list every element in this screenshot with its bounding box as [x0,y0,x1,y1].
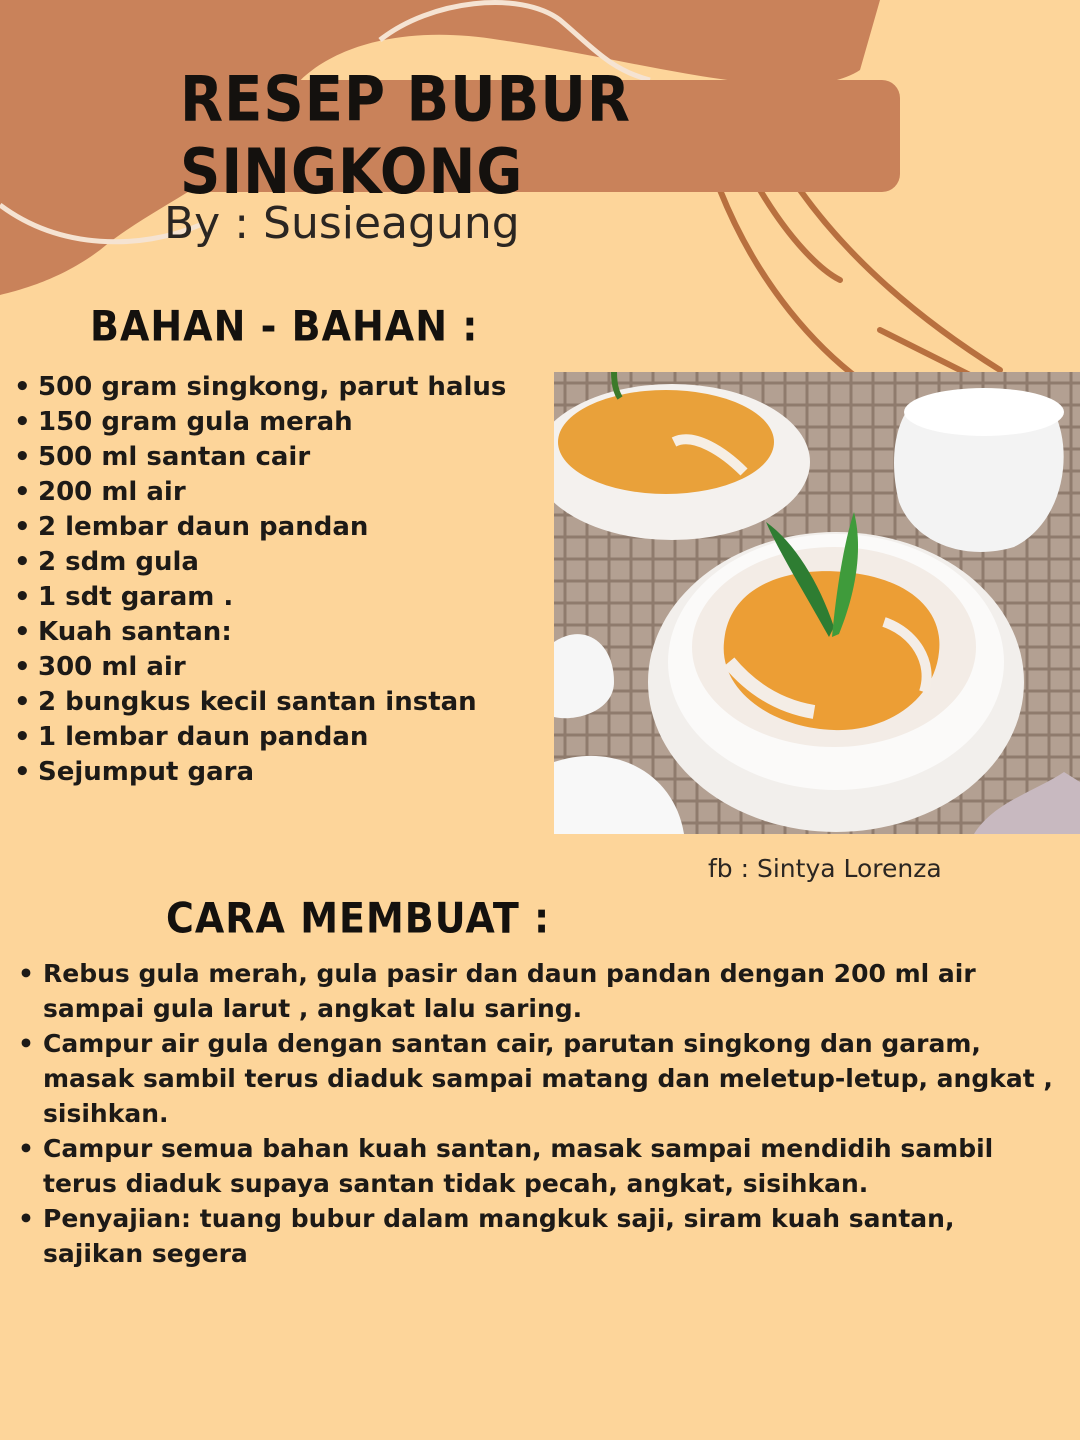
list-item: • Rebus gula merah, gula pasir dan daun pandan dengan 200 ml air sampai gula larut , angkat lalu saring. [18,956,1058,1026]
list-item: • 500 ml santan cair [14,440,544,475]
list-item: • 2 lembar daun pandan [14,510,544,545]
list-item: • Kuah santan: [14,615,544,650]
list-item: • 300 ml air [14,650,544,685]
recipe-photo [554,372,1080,834]
list-item: • 500 gram singkong, parut halus [14,370,544,405]
method-steps-list [18,956,1058,1271]
list-item: • Campur air gula dengan santan cair, parutan singkong dan garam, masak sambil terus diaduk sampai matang dan meletup-letup, angkat , sisihkan. [18,1026,1058,1131]
ingredients-heading: BAHAN - BAHAN : [90,301,479,351]
ingredients-list [14,370,544,790]
list-item: • Penyajian: tuang bubur dalam mangkuk saji, siram kuah santan, sajikan segera [18,1201,1058,1271]
list-item: • 2 sdm gula [14,545,544,580]
author-byline: By : Susieagung [164,198,520,249]
list-item: • 1 sdt garam . [14,580,544,615]
list-item: • Campur semua bahan kuah santan, masak sampai mendidih sambil terus diaduk supaya santan tidak pecah, angkat, sisihkan. [18,1131,1058,1201]
bubur-bowl-icon [554,372,1080,834]
page-title: RESEP BUBUR SINGKONG [180,63,631,209]
list-item: • 2 bungkus kecil santan instan [14,685,544,720]
list-item: • 150 gram gula merah [14,405,544,440]
list-item: • Sejumput gara [14,755,544,790]
list-item: • 1 lembar daun pandan [14,720,544,755]
method-heading: CARA MEMBUAT : [166,893,551,943]
title-banner [180,63,900,209]
list-item: • 200 ml air [14,475,544,510]
photo-credit: fb : Sintya Lorenza [708,854,942,883]
